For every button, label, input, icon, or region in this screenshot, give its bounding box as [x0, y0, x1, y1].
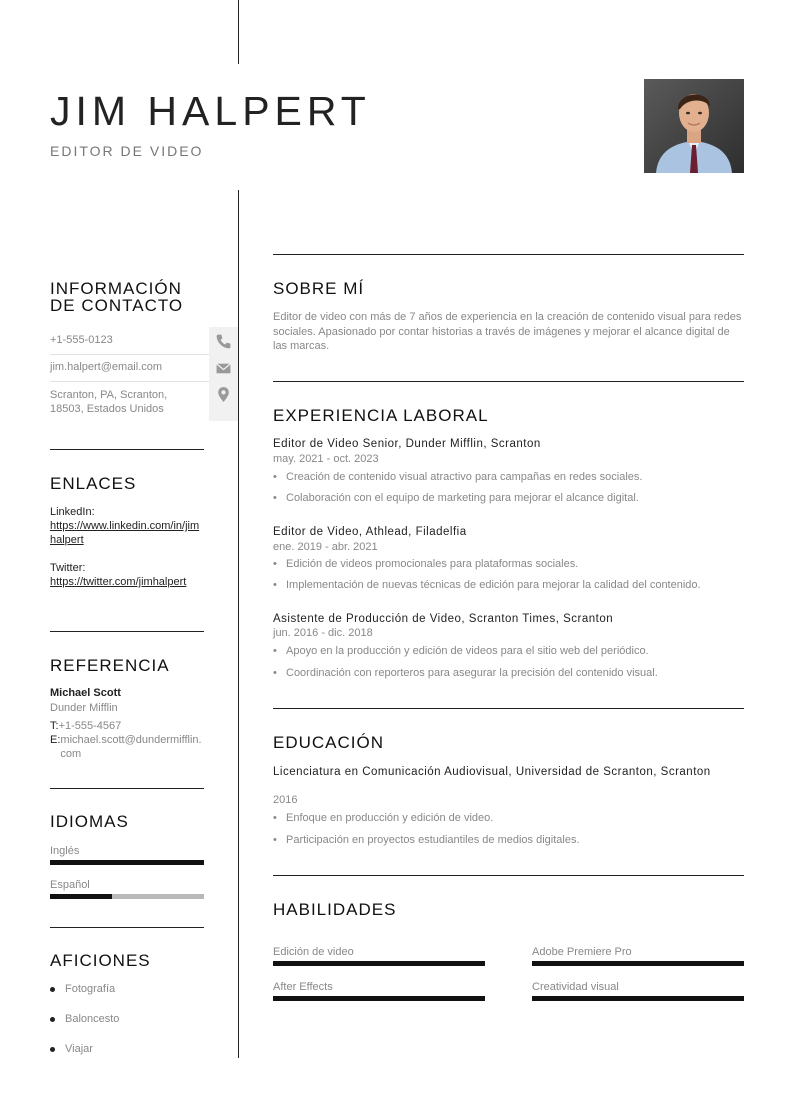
skill-level-fill: [273, 996, 485, 1001]
reference-email-key: E:: [50, 734, 61, 746]
job-dates: ene. 2019 - abr. 2021: [273, 541, 378, 553]
skill-level-fill: [532, 961, 744, 966]
skill-name: Adobe Premiere Pro: [532, 946, 632, 958]
mail-icon: [215, 360, 232, 377]
contact-icon-column: [209, 327, 238, 421]
section-divider: [273, 875, 744, 876]
skills-heading: HABILIDADES: [273, 900, 397, 919]
job-bullet: • Apoyo en la producción y edición de videos para el sitio web del periódico.: [273, 645, 649, 657]
reference-email[interactable]: michael.scott@dundermifflin.com: [60, 734, 202, 760]
linkedin-link[interactable]: https://www.linkedin.com/in/jimhalpert: [50, 520, 200, 546]
education-year: 2016: [273, 794, 298, 806]
reference-heading: REFERENCIA: [50, 656, 170, 675]
language-name: Español: [50, 879, 90, 891]
contact-heading: INFORMACIÓN DE CONTACTO: [50, 279, 184, 315]
skill-name: Edición de video: [273, 946, 354, 958]
hobby-item: Baloncesto: [50, 1013, 119, 1025]
contact-email[interactable]: jim.halpert@email.com: [50, 361, 163, 373]
job-bullet: • Edición de videos promocionales para plataformas sociales.: [273, 558, 579, 570]
skill-level-fill: [532, 996, 744, 1001]
job-title: Editor de Video Senior, Dunder Mifflin, Scranton: [273, 438, 541, 450]
hobby-item: Fotografía: [50, 983, 115, 995]
phone-icon: [215, 333, 232, 350]
language-level-bar: [50, 894, 204, 899]
section-divider: [273, 708, 744, 709]
contact-phone: +1-555-0123: [50, 334, 113, 346]
contact-divider: [50, 354, 210, 355]
skill-level-bar: [273, 996, 485, 1001]
location-pin-icon: [215, 386, 232, 403]
section-divider: [50, 927, 204, 928]
top-divider-line: [238, 0, 239, 64]
skill-name: Creatividad visual: [532, 981, 619, 993]
reference-company: Dunder Mifflin: [50, 702, 118, 714]
job-bullet: • Colaboración con el equipo de marketing para mejorar el alcance digital.: [273, 492, 639, 504]
education-title: Licenciatura en Comunicación Audiovisual, Universidad de Scranton, Scranton: [273, 766, 711, 778]
bullet-dot: [50, 1047, 55, 1052]
column-divider-line: [238, 190, 239, 1058]
skill-level-fill: [273, 961, 485, 966]
job-bullet: • Implementación de nuevas técnicas de edición para mejorar la calidad del contenido.: [273, 579, 701, 591]
education-heading: EDUCACIÓN: [273, 733, 385, 752]
reference-phone-row: [50, 719, 206, 733]
about-heading: SOBRE MÍ: [273, 279, 365, 298]
job-title: Editor de Video, Athlead, Filadelfia: [273, 526, 467, 538]
bullet-dot: [50, 1017, 55, 1022]
section-divider: [50, 631, 204, 632]
skill-level-bar: [532, 996, 744, 1001]
candidate-role: EDITOR DE VIDEO: [50, 143, 204, 159]
about-text: Editor de video con más de 7 años de experiencia en la creación de contenido visual para redes sociales. Apasionado por contar historias a través de imágenes y mejorar el alcance digital de las marcas.: [273, 311, 742, 352]
language-name: Inglés: [50, 845, 80, 857]
job-dates: jun. 2016 - dic. 2018: [273, 627, 373, 639]
contact-address: Scranton, PA, Scranton, 18503, Estados Unidos: [50, 389, 168, 415]
job-dates: may. 2021 - oct. 2023: [273, 453, 379, 465]
section-divider: [273, 254, 744, 255]
twitter-label: Twitter:: [50, 562, 86, 574]
education-bullet: • Enfoque en producción y edición de video.: [273, 812, 494, 824]
education-bullet: • Participación en proyectos estudiantiles de medios digitales.: [273, 834, 580, 846]
experience-heading: EXPERIENCIA LABORAL: [273, 406, 489, 425]
reference-name: Michael Scott: [50, 687, 121, 699]
links-heading: ENLACES: [50, 474, 137, 493]
languages-heading: IDIOMAS: [50, 812, 129, 831]
hobbies-heading: AFICIONES: [50, 951, 151, 970]
language-level-fill: [50, 894, 112, 899]
job-bullet: • Creación de contenido visual atractivo para campañas en redes sociales.: [273, 471, 643, 483]
reference-phone-key: T:: [50, 720, 59, 732]
job-bullet: • Coordinación con reporteros para asegurar la precisión del contenido visual.: [273, 667, 658, 679]
skill-level-bar: [532, 961, 744, 966]
job-title: Asistente de Producción de Video, Scranton Times, Scranton: [273, 613, 614, 625]
candidate-name: JIM HALPERT: [50, 88, 371, 134]
language-level-fill: [50, 860, 204, 865]
section-divider: [50, 449, 204, 450]
language-level-bar: [50, 860, 204, 865]
reference-phone: +1-555-4567: [58, 720, 122, 732]
bullet-dot: [50, 987, 55, 992]
section-divider: [273, 381, 744, 382]
hobby-item: Viajar: [50, 1043, 93, 1055]
contact-divider: [50, 381, 210, 382]
linkedin-label: LinkedIn:: [50, 506, 95, 518]
twitter-link[interactable]: https://twitter.com/jimhalpert: [50, 576, 187, 588]
reference-email-row: [50, 733, 206, 761]
profile-photo: [644, 79, 744, 173]
skill-level-bar: [273, 961, 485, 966]
skill-name: After Effects: [273, 981, 333, 993]
section-divider: [50, 788, 204, 789]
